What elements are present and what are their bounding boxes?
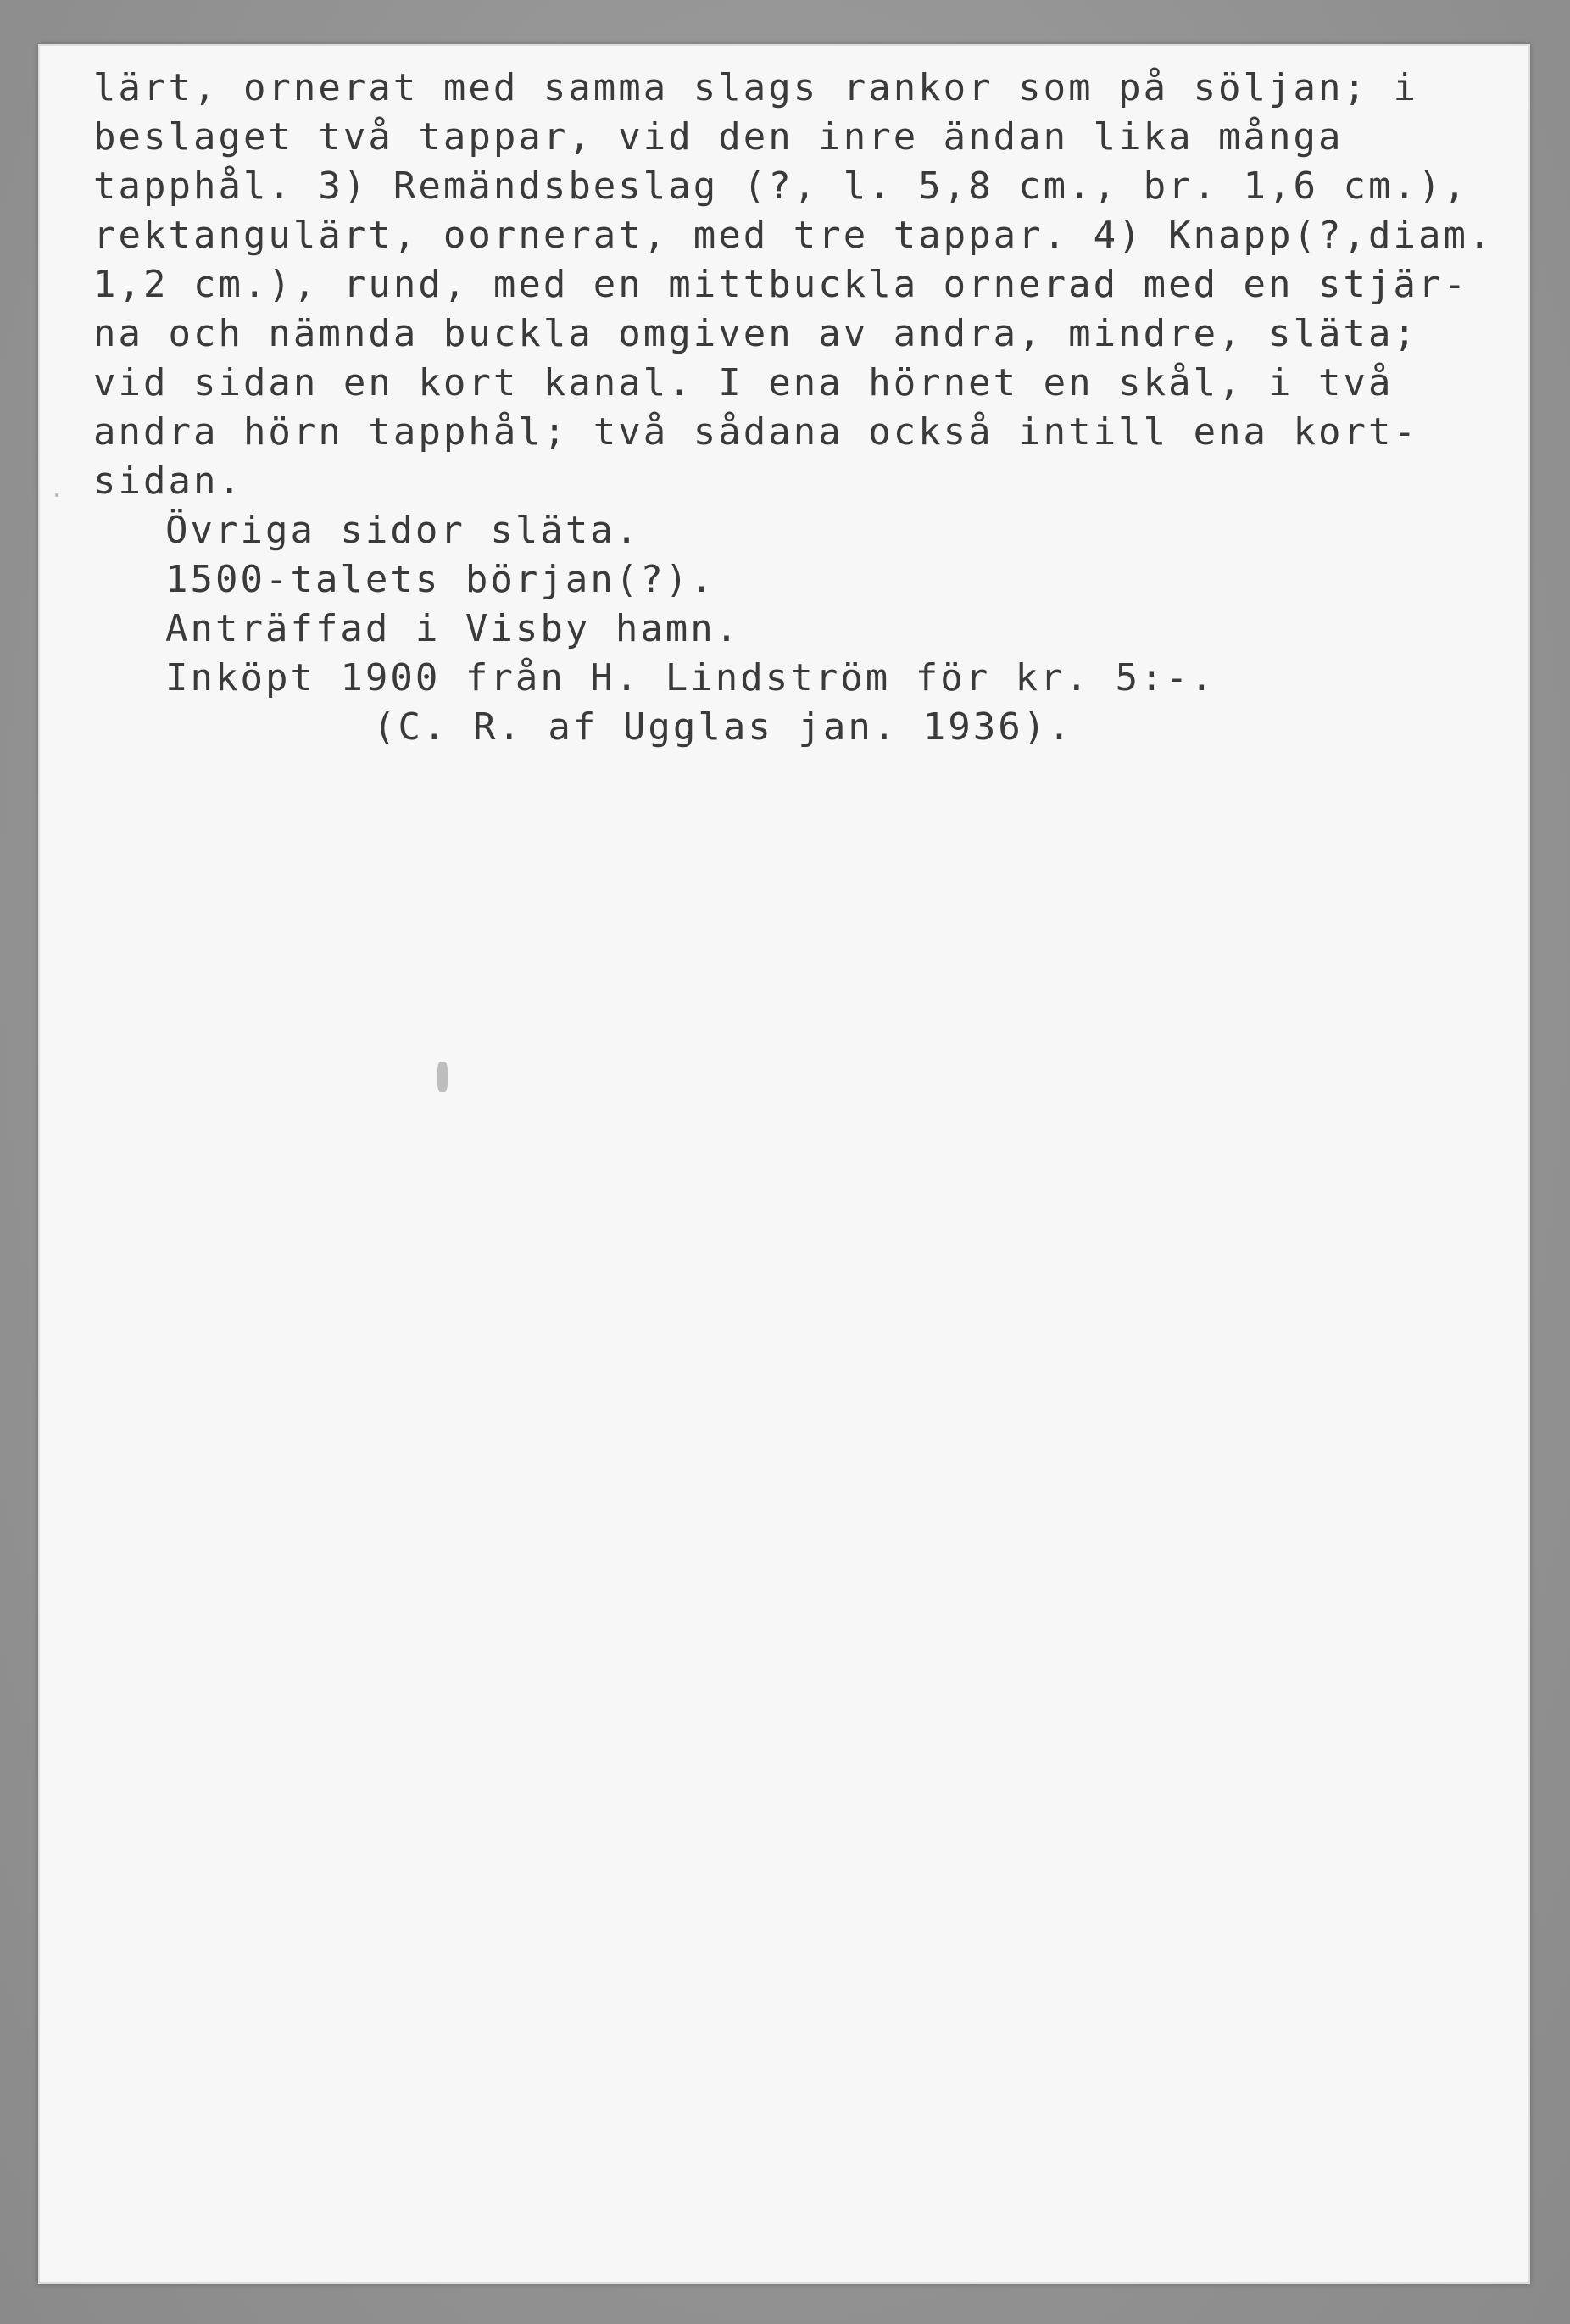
text-line: tapphål. 3) Remändsbeslag (?, l. 5,8 cm., br. 1,6 cm.), — [93, 164, 1468, 208]
text-line: andra hörn tapphål; två sådana också intill ena kort- — [93, 410, 1418, 454]
note-line: Övriga sidor släta. — [165, 509, 641, 552]
note-line: Anträffad i Visby hamn. — [165, 607, 741, 650]
text-line: sidan. — [93, 460, 243, 503]
text-line: 1,2 cm.), rund, med en mittbuckla ornerad med en stjär- — [93, 263, 1468, 306]
text-line: rektangulärt, oornerat, med tre tappar. 4) Knapp(?,diam. — [93, 214, 1494, 257]
ink-speck — [437, 1062, 448, 1092]
text-line: na och nämnda buckla omgiven av andra, mindre, släta; — [93, 312, 1418, 355]
text-line: vid sidan en kort kanal. I ena hörnet en skål, i två — [93, 361, 1394, 404]
note-line: Inköpt 1900 från H. Lindström för kr. 5:-. — [165, 656, 1216, 699]
note-line: 1500-talets början(?). — [165, 558, 715, 601]
signature: (C. R. af Ugglas jan. 1936). — [373, 705, 1073, 749]
text-line: beslaget två tappar, vid den inre ändan lika många — [93, 115, 1344, 159]
ink-speck — [55, 493, 58, 497]
text-line: lärt, ornerat med samma slags rankor som på söljan; i — [93, 66, 1418, 109]
catalog-card — [38, 44, 1530, 2284]
